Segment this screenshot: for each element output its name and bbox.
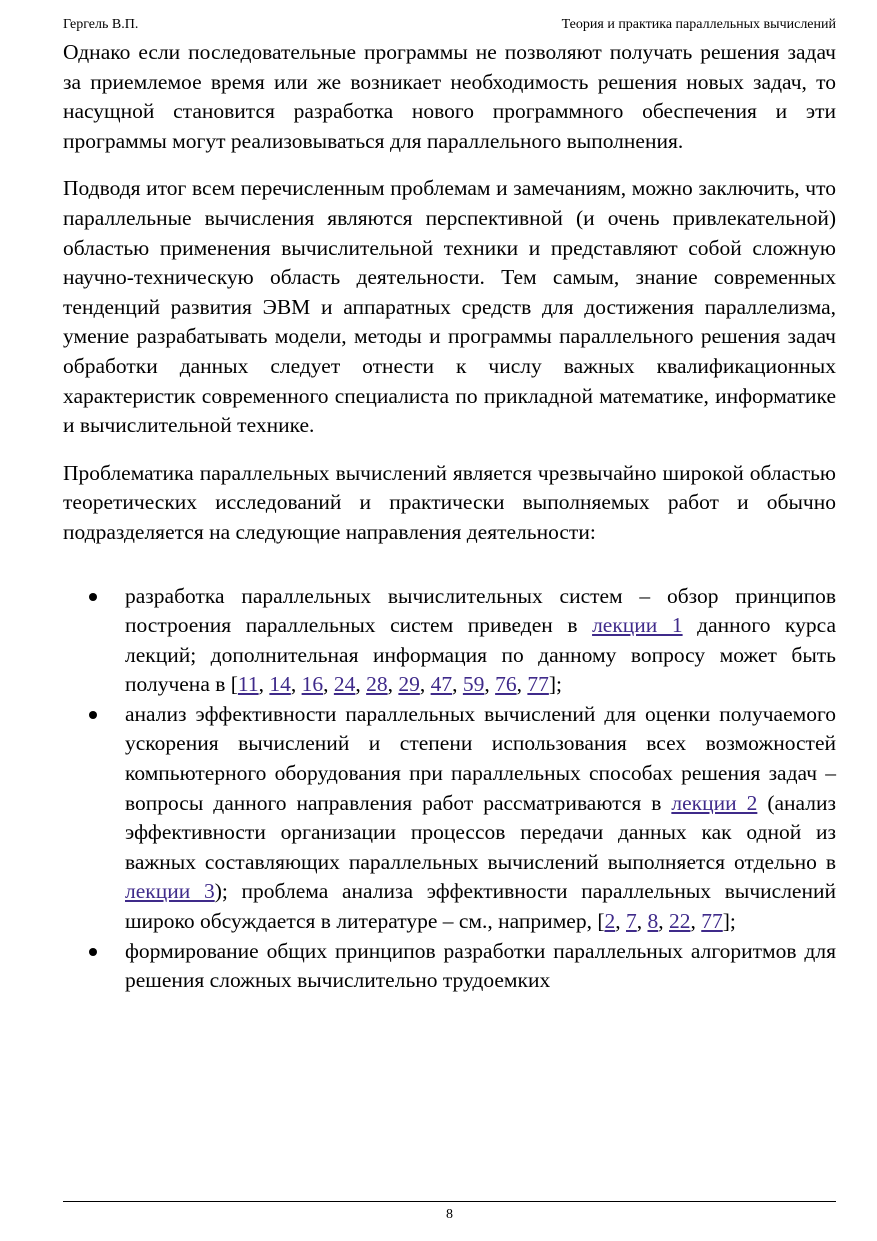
reference-link[interactable]: 8 [647, 909, 659, 934]
reference-link[interactable]: 16 [301, 672, 324, 697]
reference-link[interactable]: 77 [701, 909, 723, 934]
reference-link[interactable]: 77 [527, 672, 549, 697]
reference-link[interactable]: 47 [430, 672, 453, 697]
lecture-link[interactable]: лекции 2 [671, 790, 758, 815]
bullet-text: анализ эффективности параллельных вычислений для оценки получаемого ускорения вычислений и степени использования всех возможностей компьютерного оборудования при параллельных способах решения задач – вопросы данного направления работ рассматриваются в [125, 701, 836, 815]
header-title: Теория и практика параллельных вычислений [561, 17, 836, 32]
reference-link[interactable]: 28 [366, 672, 388, 697]
bullet-text: разработка параллельных вычислительных систем – обзор принципов построения параллельных систем приведен в [125, 583, 836, 638]
paragraph: Проблематика параллельных вычислений является чрезвычайно широкой областью теоретических исследований и практически выполняемых работ и обычно подразделяется на следующие направления деятельности: [63, 460, 836, 544]
bullet-text: формирование общих принципов разработки параллельных алгоритмов для решения сложных вычислительно трудоемких [125, 938, 836, 993]
reference-link[interactable]: 14 [269, 672, 291, 697]
bullet-text: (анализ эффективности организации процессов передачи данных как одной из важных составляющих параллельных вычислений выполняется отдельно в [125, 790, 836, 874]
reference-link[interactable]: 22 [669, 909, 691, 934]
reference-link[interactable]: 24 [333, 672, 356, 697]
page-header [63, 15, 836, 35]
reference-link[interactable]: 7 [626, 909, 637, 934]
header-author: Гергель В.П. [63, 17, 139, 32]
bullet-item [125, 937, 836, 996]
reference-link[interactable]: 29 [398, 672, 420, 697]
footer-divider [63, 1201, 836, 1202]
bullet-text: данного курса лекций; дополнительная информация по данному вопросу может быть получена в [ [125, 613, 836, 697]
bullet-text: ]; [722, 909, 736, 934]
paragraph: Подводя итог всем перечисленным проблемам и замечаниям, можно заключить, что параллельные вычисления являются перспективной (и очень привлекательной) областью применения вычислительной техники и представляют собой сложную научно-техническую область деятельности. Тем самым, знание современных тенденций развития ЭВМ и аппаратных средств для достижения параллелизма, умение разрабатывать модели, методы и программы параллельного решения задач обработки данных следует отнести к числу важных квалификационных характеристик современного специалиста по прикладной математике, информатике и вычислительной технике. [63, 176, 836, 438]
reference-link[interactable]: 59 [462, 672, 485, 697]
lecture-link[interactable]: лекции 1 [592, 613, 683, 638]
bullet-item: анализ эффективности параллельных вычислений для оценки получаемого ускорения вычислений и степени использования всех возможностей компьютерного оборудования при параллельных способах решения задач – вопросы данного направления работ рассматриваются в лекции 2 (анализ эффективности организации процессов передачи данных как одной из важных составляющих параллельных вычислений выполняется отдельно в лекции 3); проблема анализа эффективности параллельных вычислений широко обсуждается в литературе – см., например, [2, 7, 8, 22, 77]; [125, 700, 836, 937]
bullet-item: разработка параллельных вычислительных систем – обзор принципов построения параллельных систем приведен в лекции 1 данного курса лекций; дополнительная информация по данному вопросу может быть получена в [11, 14, 16, 24, 28, 29, 47, 59, 76, 77]; [125, 582, 836, 700]
lecture-link[interactable]: лекции 3 [125, 879, 215, 904]
bullet-list [63, 582, 836, 996]
bullet-text: ); проблема анализа эффективности параллельных вычислений широко обсуждается в литературе – см., например, [ [125, 879, 836, 934]
body-text [63, 38, 836, 996]
reference-link[interactable]: 2 [604, 909, 616, 934]
reference-link[interactable]: 76 [495, 672, 517, 697]
paragraph: Однако если последовательные программы не позволяют получать решения задач за приемлемое время или же возникает необходимость решения новых задач, то насущной становится разработка нового программного обеспечения и эти программы могут реализовываться для параллельного выполнения. [63, 40, 836, 153]
page-number: 8 [446, 1207, 453, 1222]
bullet-text: ]; [548, 672, 563, 697]
document-page [63, 0, 836, 1241]
reference-link[interactable]: 11 [237, 672, 259, 697]
